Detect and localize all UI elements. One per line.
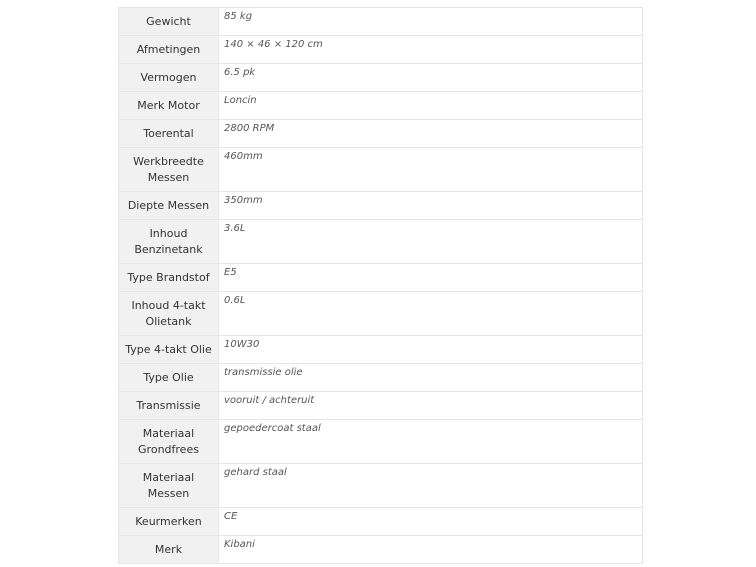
spec-label: Transmissie — [119, 392, 219, 420]
spec-row-vermogen — [119, 64, 643, 92]
spec-value: E5 — [219, 264, 643, 292]
spec-value: Kibani — [219, 536, 643, 564]
spec-row-gewicht — [119, 8, 643, 36]
spec-label: Materiaal Grondfrees — [119, 420, 219, 464]
spec-row-keurmerken — [119, 508, 643, 536]
spec-value: 85 kg — [219, 8, 643, 36]
spec-row-inhoud-benzinetank — [119, 220, 643, 264]
spec-value: CE — [219, 508, 643, 536]
spec-row-materiaal-grondfrees — [119, 420, 643, 464]
spec-label: Gewicht — [119, 8, 219, 36]
spec-label: Inhoud Benzinetank — [119, 220, 219, 264]
spec-label: Vermogen — [119, 64, 219, 92]
spec-row-merk-motor — [119, 92, 643, 120]
spec-label: Inhoud 4-takt Olietank — [119, 292, 219, 336]
spec-value: 2800 RPM — [219, 120, 643, 148]
specifications-table — [118, 7, 643, 564]
spec-value: 3.6L — [219, 220, 643, 264]
spec-row-inhoud-olietank — [119, 292, 643, 336]
spec-value: Loncin — [219, 92, 643, 120]
product-specifications — [118, 7, 642, 564]
spec-value: 10W30 — [219, 336, 643, 364]
spec-row-afmetingen — [119, 36, 643, 64]
spec-label: Toerental — [119, 120, 219, 148]
spec-label: Materiaal Messen — [119, 464, 219, 508]
spec-label: Diepte Messen — [119, 192, 219, 220]
spec-value: 460mm — [219, 148, 643, 192]
spec-label: Merk Motor — [119, 92, 219, 120]
spec-label: Type Olie — [119, 364, 219, 392]
spec-label: Merk — [119, 536, 219, 564]
spec-value: gepoedercoat staal — [219, 420, 643, 464]
spec-value: 140 × 46 × 120 cm — [219, 36, 643, 64]
spec-label: Type 4-takt Olie — [119, 336, 219, 364]
spec-row-type-brandstof — [119, 264, 643, 292]
spec-row-diepte-messen — [119, 192, 643, 220]
spec-row-type-olie — [119, 364, 643, 392]
spec-label: Type Brandstof — [119, 264, 219, 292]
spec-row-transmissie — [119, 392, 643, 420]
spec-row-werkbreedte-messen — [119, 148, 643, 192]
spec-value: 0.6L — [219, 292, 643, 336]
spec-label: Keurmerken — [119, 508, 219, 536]
spec-row-materiaal-messen — [119, 464, 643, 508]
spec-value: gehard staal — [219, 464, 643, 508]
spec-row-toerental — [119, 120, 643, 148]
spec-value: transmissie olie — [219, 364, 643, 392]
spec-label: Afmetingen — [119, 36, 219, 64]
spec-value: 6.5 pk — [219, 64, 643, 92]
spec-label: Werkbreedte Messen — [119, 148, 219, 192]
spec-row-type-4-takt-olie — [119, 336, 643, 364]
spec-value: 350mm — [219, 192, 643, 220]
spec-value: vooruit / achteruit — [219, 392, 643, 420]
spec-row-merk — [119, 536, 643, 564]
